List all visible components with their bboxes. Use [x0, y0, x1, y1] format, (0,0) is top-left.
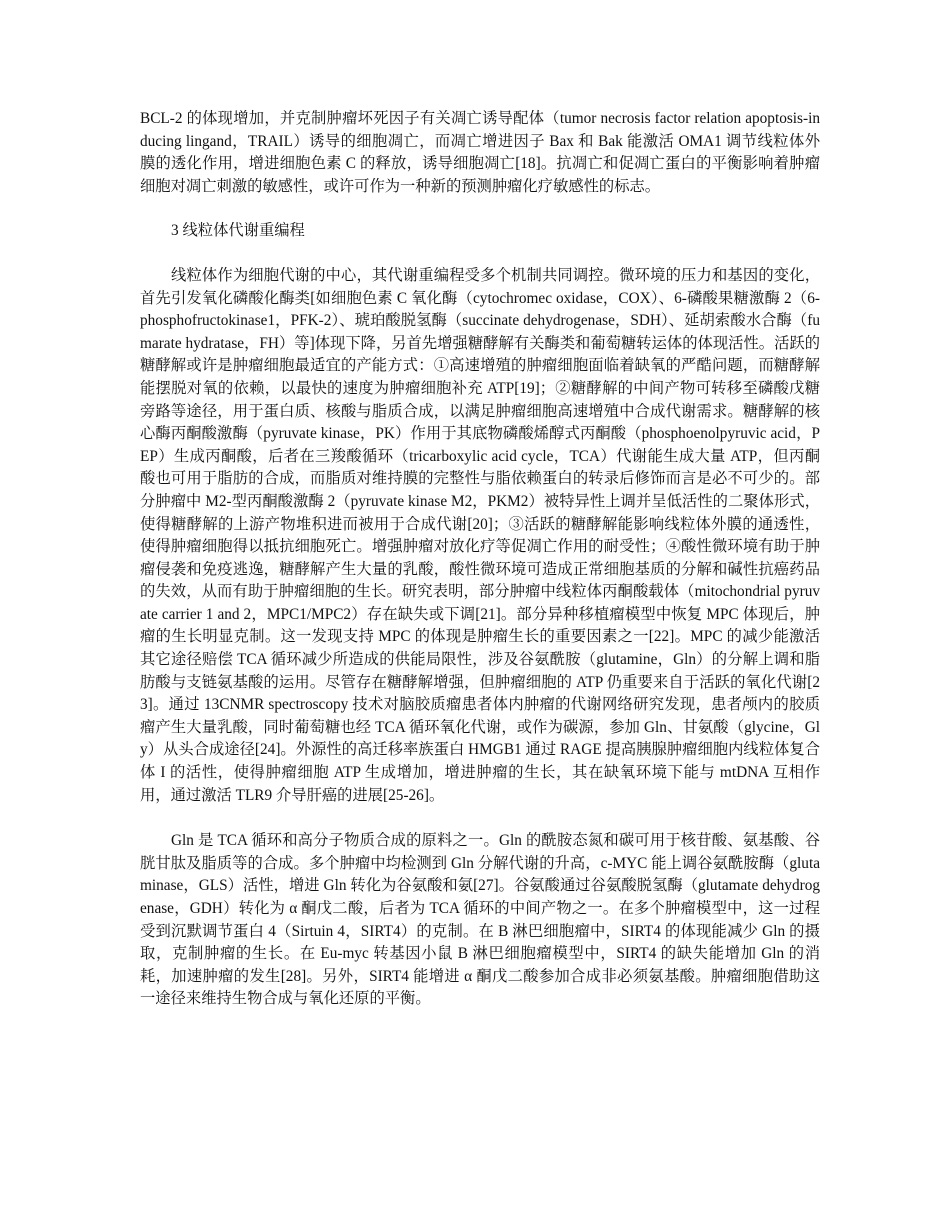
section-heading: 3 线粒体代谢重编程 — [171, 222, 305, 240]
paragraph-apoptosis: BCL-2 的体现增加，并克制肿瘤坏死因子有关凋亡诱导配体（tumor necrosis factor relation apoptosis-inducing lingand，TRAIL）诱导的细胞凋亡，而凋亡增进因子 Bax 和 Bak 能激活 OMA1 调节线粒体外膜的透化作用，增进细胞色素 C 的释放，诱导细胞凋亡[18]。抗凋亡和促凋亡蛋白的平衡影响着肿瘤细胞对凋亡刺激的敏感性，或许可作为一种新的预测肿瘤化疗敏感性的标志。 — [140, 110, 820, 195]
paragraph-metabolic-reprogramming: 线粒体作为细胞代谢的中心，其代谢重编程受多个机制共同调控。微环境的压力和基因的变化，首先引发氧化磷酸化酶类[如细胞色素 C 氧化酶（cytochromec oxidase，COX）、6-磷酸果糖激酶 2（6-phosphofructokinase1，PFK-2）、琥珀酸脱氢酶（succinate dehydrogenase，SDH）、延胡索酸水合酶（fumarate hydratase，FH）等]体现下降，另首先增强糖酵解有关酶类和葡萄糖转运体的体现活性。活跃的糖酵解或许是肿瘤细胞最适宜的产能方式：①高速增殖的肿瘤细胞面临着缺氧的严酷问题，而糖酵解能摆脱对氧的依赖，以最快的速度为肿瘤细胞补充 ATP[19]；②糖酵解的中间产物可转移至磷酸戊糖旁路等途径，用于蛋白质、核酸与脂质合成，以满足肿瘤细胞高速增殖中合成代谢需求。糖酵解的核心酶丙酮酸激酶（pyruvate kinase，PK）作用于其底物磷酸烯醇式丙酮酸（phosphoenolpyruvic acid，PEP）生成丙酮酸，后者在三羧酸循环（tricarboxylic acid cycle，TCA）代谢能生成大量 ATP，但丙酮酸也可用于脂肪的合成，而脂质对维持膜的完整性与脂依赖蛋白的转录后修饰而言是必不可少的。部分肿瘤中 M2-型丙酮酸激酶 2（pyruvate kinase M2，PKM2）被特异性上调并呈低活性的二聚体形式，使得糖酵解的上游产物堆积进而被用于合成代谢[20]；③活跃的糖酵解能影响线粒体外膜的通透性，使得肿瘤细胞得以抵抗细胞死亡。增强肿瘤对放化疗等促凋亡作用的耐受性；④酸性微环境有助于肿瘤侵袭和免疫逃逸，糖酵解产生大量的乳酸，酸性微环境可造成正常细胞基质的分解和碱性抗癌药品的失效，从而有助于肿瘤细胞的生长。研究表明，部分肿瘤中线粒体丙酮酸载体（mitochondrial pyruvate carrier 1 and 2，MPC1/MPC2）存在缺失或下调[21]。部分异种移植瘤模型中恢复 MPC 体现后，肿瘤的生长明显克制。这一发现支持 MPC 的体现是肿瘤生长的重要因素之一[22]。MPC 的减少能激活其它途径赔偿 TCA 循环减少所造成的供能局限性，涉及谷氨酰胺（glutamine，Gln）的分解上调和脂肪酸与支链氨基酸的运用。尽管存在糖酵解增强，但肿瘤细胞的 ATP 仍重要来自于活跃的氧化代谢[23]。通过 13CNMR spectroscopy 技术对脑胶质瘤患者体内肿瘤的代谢网络研究发现，患者颅内的胶质瘤产生大量乳酸，同时葡萄糖也经 TCA 循环氧化代谢，或作为碳源，参加 Gln、甘氨酸（glycine，Gly）从头合成途径[24]。外源性的高迁移率族蛋白 HMGB1 通过 RAGE 提高胰腺肿瘤细胞内线粒体复合体 I 的活性，使得肿瘤细胞 ATP 生成增加，增进肿瘤的生长，其在缺氧环境下能与 mtDNA 互相作用，通过激活 TLR9 介导肝癌的进展[25-26]。 — [140, 266, 820, 804]
paragraph-glutamine: Gln 是 TCA 循环和高分子物质合成的原料之一。Gln 的酰胺态氮和碳可用于核苷酸、氨基酸、谷胱甘肽及脂质等的合成。多个肿瘤中均检测到 Gln 分解代谢的升高，c-MYC 能上调谷氨酰胺酶（glutaminase，GLS）活性，增进 Gln 转化为谷氨酸和氨[27]。谷氨酸通过谷氨酸脱氢酶（glutamate dehydrogenase，GDH）转化为 α 酮戊二酸，后者为 TCA 循环的中间产物之一。在多个肿瘤模型中，这一过程受到沉默调节蛋白 4（Sirtuin 4，SIRT4）的克制。在 B 淋巴细胞瘤中，SIRT4 的体现能减少 Gln 的摄取，克制肿瘤的生长。在 Eu-myc 转基因小鼠 B 淋巴细胞瘤模型中，SIRT4 的缺失能增加 Gln 的消耗，加速肿瘤的发生[28]。另外，SIRT4 能增进 α 酮戊二酸参加合成非必须氨基酸。肿瘤细胞借助这一途径来维持生物合成与氧化还原的平衡。 — [140, 832, 820, 1008]
document-page — [140, 108, 820, 1011]
